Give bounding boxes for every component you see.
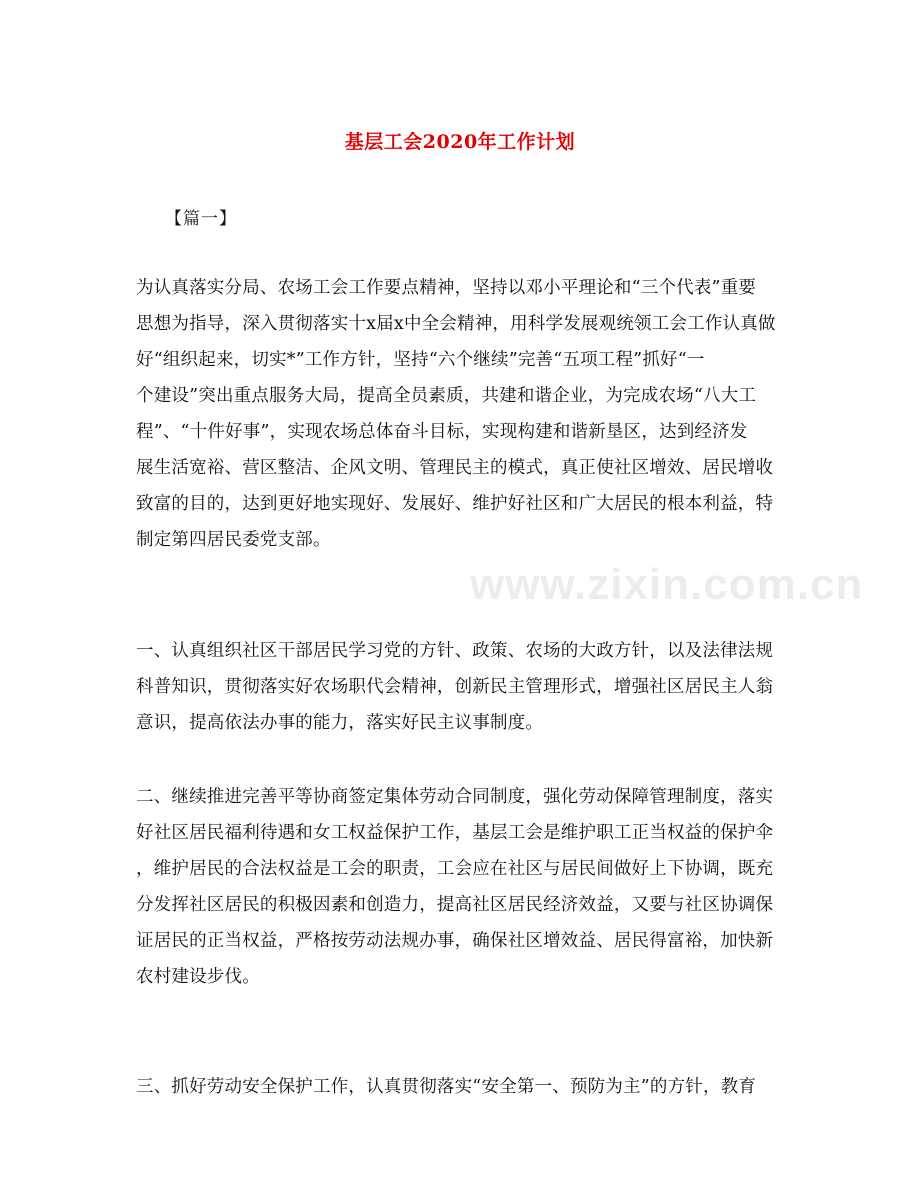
paragraph-item-3 <box>136 1069 786 1105</box>
paragraph-line: 二、继续推进完善平等协商签定集体劳动合同制度，强化劳动保障管理制度，落实 <box>136 787 774 807</box>
paragraph-line: 一、认真组织社区干部居民学习党的方针、政策、农场的大政方针，以及法律法规 <box>136 641 774 661</box>
section-label: 【篇一】 <box>165 209 237 229</box>
paragraph-intro <box>136 270 786 558</box>
paragraph-line: 致富的目的，达到更好地实现好、发展好、维护好社区和广大居民的根本利益，特 <box>136 494 774 514</box>
paragraph-line: 制定第四居民委党支部。 <box>136 530 331 550</box>
paragraph-line: 程”、“十件好事”，实现农场总体奋斗目标，实现构建和谐新垦区，达到经济发 <box>136 422 748 442</box>
paragraph-line: 为认真落实分局、农场工会工作要点精神，坚持以邓小平理论和“三个代表”重要 <box>136 278 757 298</box>
paragraph-line: 好社区居民福利待遇和女工权益保护工作，基层工会是维护职工正当权益的保护伞 <box>136 823 774 843</box>
paragraph-item-1 <box>136 633 786 741</box>
paragraph-line: ，维护居民的合法权益是工会的职责，工会应在社区与居民间做好上下协调，既充 <box>136 859 774 879</box>
paragraph-line: 科普知识，贯彻落实好农场职代会精神，创新民主管理形式，增强社区居民主人翁 <box>136 677 774 697</box>
paragraph-line: 个建设”突出重点服务大局，提高全员素质，共建和谐企业，为完成农场“八大工 <box>136 386 757 406</box>
paragraph-line: 思想为指导，深入贯彻落实十x届x中全会精神，用科学发展观统领工会工作认真做 <box>136 314 776 334</box>
paragraph-line: 意识，提高依法办事的能力，落实好民主议事制度。 <box>136 713 544 733</box>
paragraph-item-2 <box>136 779 786 995</box>
document-title: 基层工会2020年工作计划 <box>344 131 576 153</box>
paragraph-line: 好“组织起来，切实*”工作方针，坚持“六个继续”完善“五项工程”抓好“一 <box>136 350 705 370</box>
paragraph-line: 展生活宽裕、营区整洁、企风文明、管理民主的模式，真正使社区增效、居民增收 <box>136 458 774 478</box>
paragraph-line: 农村建设步伐。 <box>136 967 260 987</box>
paragraph-line: 分发挥社区居民的积极因素和创造力，提高社区居民经济效益，又要与社区协调保 <box>136 895 774 915</box>
paragraph-line: 证居民的正当权益，严格按劳动法规办事，确保社区增效益、居民得富裕，加快新 <box>136 931 774 951</box>
watermark: www.zixin.com.cn <box>470 560 864 609</box>
paragraph-line: 三、抓好劳动安全保护工作，认真贯彻落实“安全第一、预防为主”的方针，教育 <box>136 1077 757 1097</box>
